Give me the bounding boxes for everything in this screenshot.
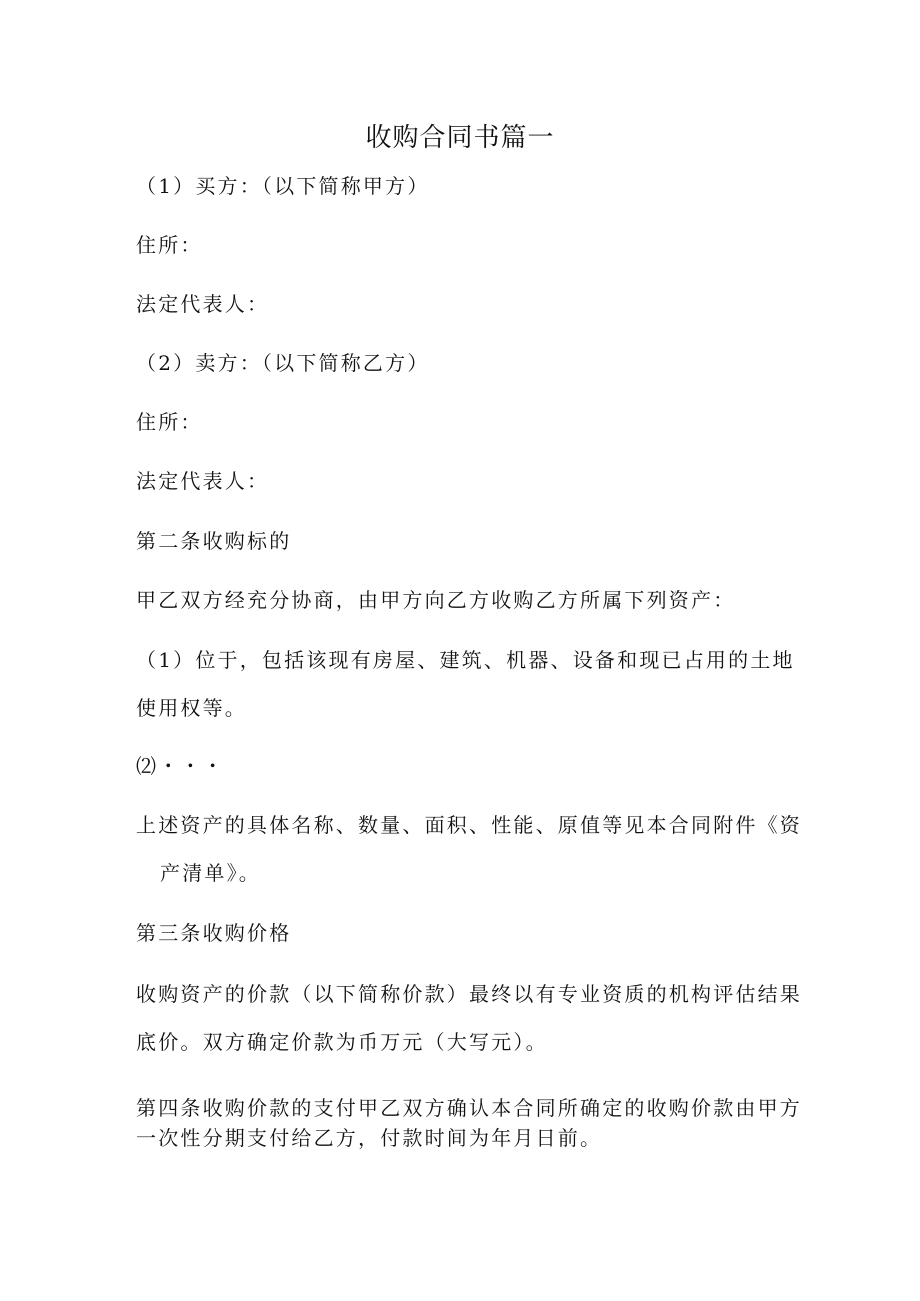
paragraph-line: 上述资产的具体名称、数量、面积、性能、原值等见本合同附件《资 xyxy=(136,813,802,837)
paragraph-line: （1）位于，包括该现有房屋、建筑、机器、设备和现已占用的土地 xyxy=(136,648,795,672)
buyer-address-line: 住所： xyxy=(136,233,203,257)
buyer-line: （1）买方：（以下简称甲方） xyxy=(136,174,430,198)
paragraph-line: 使用权等。 xyxy=(136,696,247,720)
document-title: 收购合同书篇一 xyxy=(365,123,555,153)
section-heading-article-2: 第二条收购标的 xyxy=(136,529,292,553)
seller-line: （2）卖方：（以下简称乙方） xyxy=(136,351,430,375)
paragraph-line: 第四条收购价款的支付甲乙双方确认本合同所确定的收购价款由甲方 xyxy=(136,1096,802,1120)
paragraph-line: 甲乙双方经充分协商，由甲方向乙方收购乙方所属下列资产： xyxy=(136,588,736,612)
paragraph-line: 收购资产的价款（以下简称价款）最终以有专业资质的机构评估结果 xyxy=(136,982,802,1006)
seller-representative-line: 法定代表人： xyxy=(136,469,270,493)
buyer-representative-line: 法定代表人： xyxy=(136,292,270,316)
section-heading-article-3: 第三条收购价格 xyxy=(136,921,292,945)
paragraph-line: 产清单》。 xyxy=(160,861,261,885)
paragraph-line: 一次性分期支付给乙方，付款时间为年月日前。 xyxy=(136,1126,603,1150)
paragraph-line: 底价。双方确定价款为币万元（大写元）。 xyxy=(136,1030,548,1054)
list-item-line: ⑵・・・ xyxy=(136,754,225,778)
seller-address-line: 住所： xyxy=(136,410,203,434)
